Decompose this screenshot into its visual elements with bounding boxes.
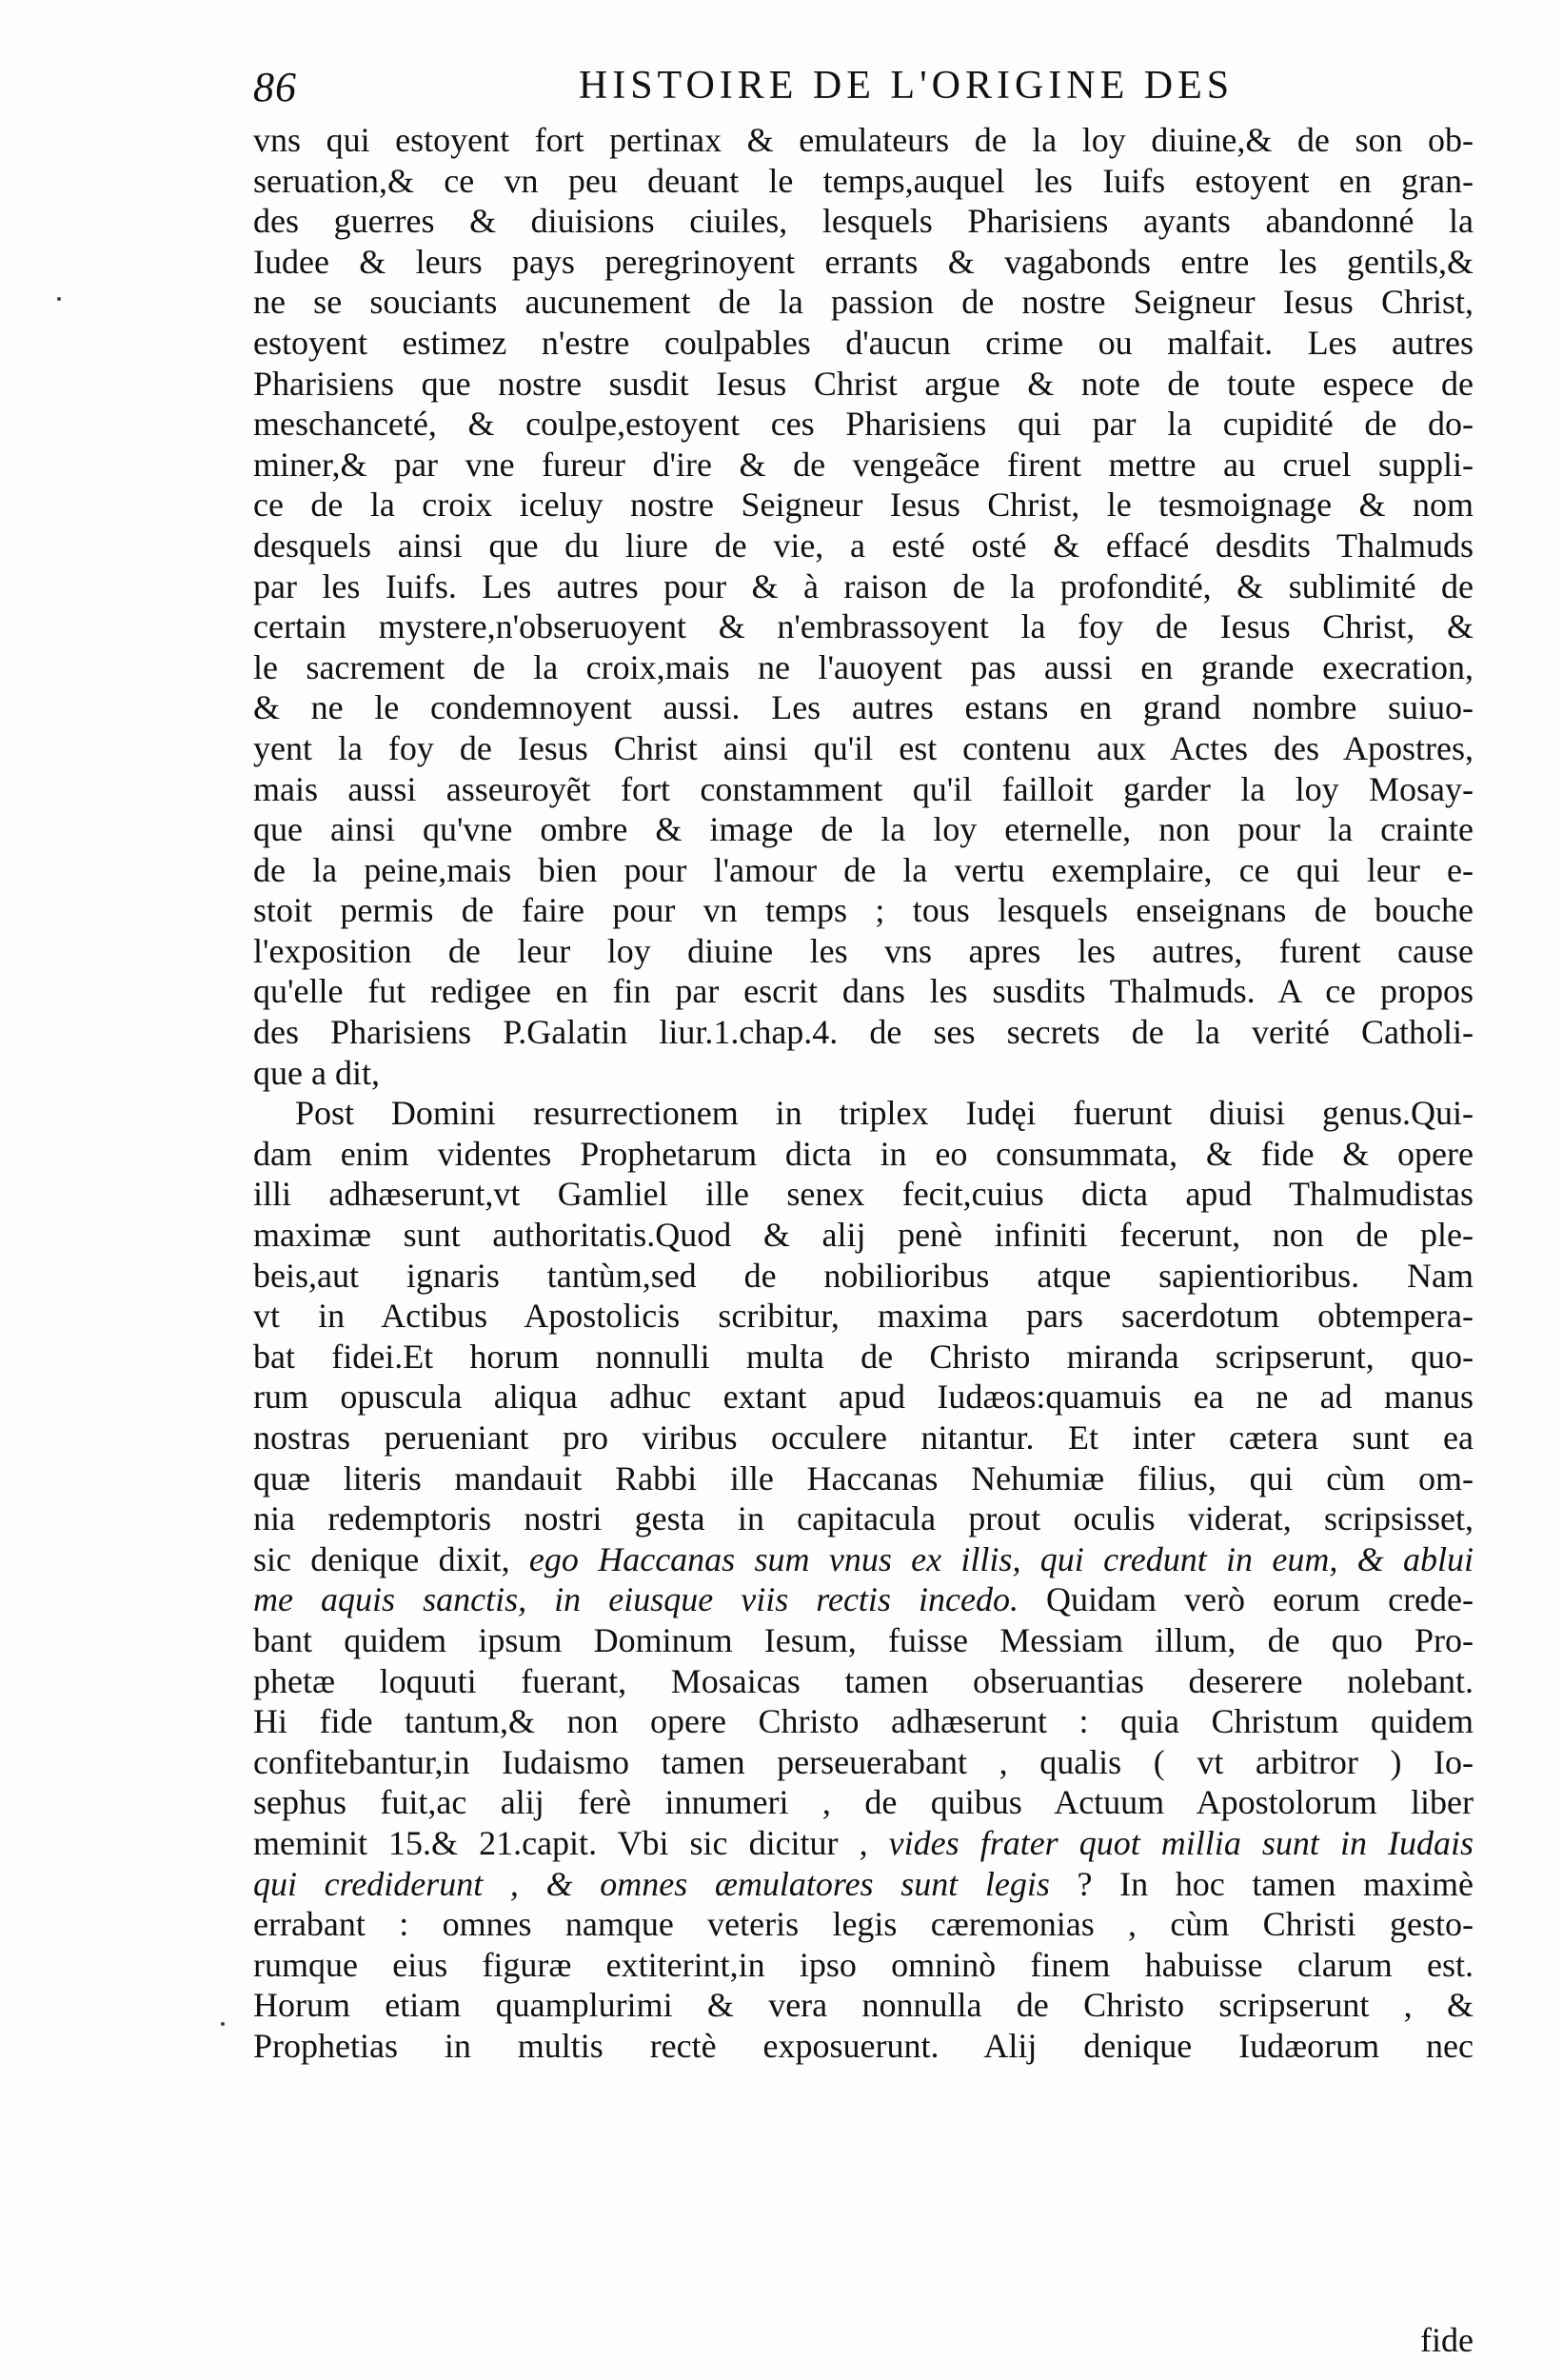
- text-line: que a dit,: [253, 1053, 380, 1092]
- text-line: illi adhæserunt,vt Gamliel ille senex fecit,cuius dicta apud Thalmudistas: [253, 1175, 1474, 1214]
- text-line: ce de la croix iceluy nostre Seigneur Iesus Christ, le tesmoignage & nom: [253, 486, 1474, 525]
- italic-quote: vides frater quot millia sunt in Iudais: [867, 1823, 1474, 1862]
- italic-quote: qui crediderunt , & omnes æmulatores sunt legis: [253, 1864, 1050, 1903]
- text-line: des guerres & diuisions ciuiles, lesquels Pharisiens ayants abandonné la: [253, 202, 1474, 241]
- paper-speck: [57, 297, 61, 301]
- text-line: stoit permis de faire pour vn temps ; tous lesquels enseignans de bouche: [253, 891, 1474, 930]
- text-line: maximæ sunt authoritatis.Quod & alij penè infiniti fecerunt, non de ple-: [253, 1216, 1474, 1255]
- text-line: meschanceté, & coulpe,estoyent ces Pharisiens qui par la cupidité de do-: [253, 405, 1474, 444]
- italic-quote: ego Haccanas sum vnus ex illis, qui credunt in eum, & ablui: [528, 1539, 1474, 1578]
- text-line: errabant : omnes namque veteris legis cæremonias , cùm Christi gesto-: [253, 1905, 1474, 1944]
- text-line: phetæ loquuti fuerant, Mosaicas tamen obseruantias deserere nolebant.: [253, 1661, 1474, 1700]
- text-line: rum opuscula aliqua adhuc extant apud Iudæos:quamuis ea ne ad manus: [253, 1378, 1474, 1417]
- page-number: 86: [253, 64, 297, 110]
- text-line: par les Iuifs. Les autres pour & à raison de la profondité, & sublimité de: [253, 566, 1474, 605]
- text-line: estoyent estimez n'estre coulpables d'aucun crime ou malfait. Les autres: [253, 323, 1474, 362]
- text-line: seruation,& ce vn peu deuant le temps,auquel les Iuifs estoyent en gran-: [253, 161, 1474, 200]
- running-head: HISTOIRE DE L'ORIGINE DES: [578, 64, 1235, 108]
- text-line: confitebantur,in Iudaismo tamen perseuerabant , qualis ( vt arbitror ) Io-: [253, 1742, 1474, 1781]
- text-line: bant quidem ipsum Dominum Iesum, fuisse Messiam illum, de quo Pro-: [253, 1620, 1474, 1659]
- text-line: l'exposition de leur loy diuine les vns apres les autres, furent cause: [253, 931, 1474, 970]
- page-header: [253, 63, 1474, 116]
- text-line: [253, 1823, 1474, 1864]
- text-line: rumque eius figuræ extiterint,in ipso omninò finem habuisse clarum est.: [253, 1945, 1474, 1984]
- text-line: Horum etiam quamplurimi & vera nonnulla de Christo scripserunt , &: [253, 1986, 1474, 2025]
- paper-speck: [221, 2022, 225, 2026]
- text-line: ne se souciants aucunement de la passion de nostre Seigneur Iesus Christ,: [253, 283, 1474, 322]
- text-line: Iudee & leurs pays peregrinoyent errants & vagabonds entre les gentils,&: [253, 242, 1474, 281]
- text-line: certain mystere,n'obseruoyent & n'embrassoyent la foy de Iesus Christ, &: [253, 607, 1474, 646]
- text-line: & ne le condemnoyent aussi. Les autres estans en grand nombre suiuo-: [253, 688, 1474, 727]
- text-line: de la peine,mais bien pour l'amour de la vertu exemplaire, ce qui leur e-: [253, 850, 1474, 889]
- text-line: bat fidei.Et horum nonnulli multa de Christo miranda scripserunt, quo-: [253, 1337, 1474, 1376]
- text-line: [253, 1539, 1474, 1580]
- text-line: que ainsi qu'vne ombre & image de la loy eternelle, non pour la crainte: [253, 810, 1474, 849]
- text-line: Prophetias in multis rectè exposuerunt. Alij denique Iudæorum nec: [253, 2026, 1474, 2065]
- text-line: des Pharisiens P.Galatin liur.1.chap.4. de ses secrets de la verité Catholi-: [253, 1013, 1474, 1052]
- text-line: le sacrement de la croix,mais ne l'auoyent pas aussi en grande execration,: [253, 647, 1474, 686]
- italic-quote: me aquis sanctis, in eiusque viis rectis incedo.: [253, 1580, 1019, 1619]
- text-line: mais aussi asseuroyẽt fort constamment qu'il failloit garder la loy Mosay-: [253, 769, 1474, 808]
- text-line: quæ literis mandauit Rabbi ille Haccanas Nehumiæ filius, qui cùm om-: [253, 1458, 1474, 1497]
- text-line: beis,aut ignaris tantùm,sed de nobilioribus atque sapientioribus. Nam: [253, 1256, 1474, 1295]
- text-line: vns qui estoyent fort pertinax & emulateurs de la loy diuine,& de son ob-: [253, 121, 1474, 159]
- text-line: dam enim videntes Prophetarum dicta in eo consummata, & fide & opere: [253, 1134, 1474, 1173]
- text-line: nia redemptoris nostri gesta in capitacula prout oculis viderat, scripsisset,: [253, 1499, 1474, 1538]
- text-line: Pharisiens que nostre susdit Iesus Christ argue & note de toute espece de: [253, 364, 1474, 403]
- text-line: Post Domini resurrectionem in triplex Iudęi fuerunt diuisi genus.Qui-: [295, 1094, 1474, 1133]
- text-line: desquels ainsi que du liure de vie, a esté osté & effacé desdits Thalmuds: [253, 526, 1474, 565]
- text-line: yent la foy de Iesus Christ ainsi qu'il est contenu aux Actes des Apostres,: [253, 728, 1474, 767]
- text-line: sephus fuit,ac alij ferè innumeri , de quibus Actuum Apostolorum liber: [253, 1783, 1474, 1822]
- roman-run: ? In hoc tamen maximè: [1049, 1864, 1474, 1903]
- roman-run: Quidam verò eorum crede-: [1018, 1580, 1474, 1619]
- catchword: fide: [1420, 2321, 1474, 2359]
- text-line: [253, 1864, 1474, 1905]
- roman-run: meminit 15.& 21.capit. Vbi sic dicitur ,: [253, 1823, 868, 1862]
- text-line: miner,& par vne fureur d'ire & de vengeãce firent mettre au cruel suppli-: [253, 445, 1474, 484]
- body-text: [253, 120, 1474, 2067]
- text-line: Hi fide tantum,& non opere Christo adhæserunt : quia Christum quidem: [253, 1702, 1474, 1741]
- text-line: nostras perueniant pro viribus occulere nitantur. Et inter cætera sunt ea: [253, 1418, 1474, 1457]
- text-line: [253, 1579, 1474, 1620]
- roman-run: sic denique dixit,: [253, 1539, 529, 1578]
- text-line: vt in Actibus Apostolicis scribitur, maxima pars sacerdotum obtempera-: [253, 1297, 1474, 1336]
- text-line: qu'elle fut redigee en fin par escrit dans les susdits Thalmuds. A ce propos: [253, 972, 1474, 1011]
